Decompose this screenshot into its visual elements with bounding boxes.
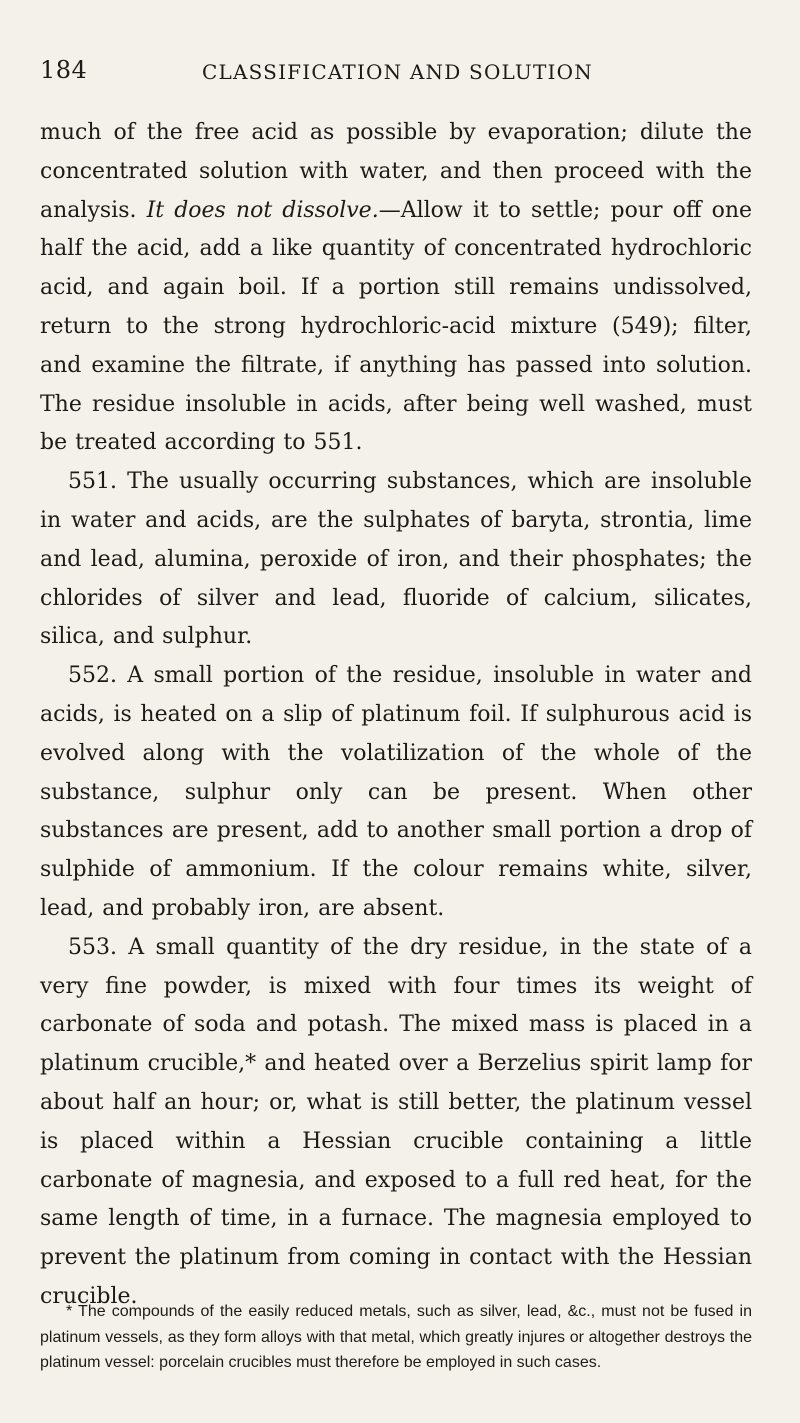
paragraph-text: —Allow it to settle; pour off one half the acid, add a like quantity of concentrated hydrochloric acid, and again boil. If a portion still remains undissolved, return to the strong hydrochloric-acid mixture (549); filter, and examine the filtrate, if anything has passed into solution. The residue insoluble in acids, after being well washed, must be treated according to 551. (40, 197, 753, 456)
footnote-text: * The compounds of the easily reduced metals, such as silver, lead, &c., must not be fused in platinum vessels, as they form alloys with that metal, which greatly injures or altogether destroys the platinum vessel: porcelain crucibles must therefore be employed in such cases. (40, 1303, 752, 1371)
italic-heading: It does not dissolve. (146, 197, 379, 223)
running-head: CLASSIFICATION AND SOLUTION (202, 60, 593, 84)
paragraph-553: 553. A small quantity of the dry residue, in the state of a very fine powder, is mixed with four times its weight of carbonate of soda and potash. The mixed mass is placed in a platinum crucible,* and heated over a Berzelius spirit lamp for about half an hour; or, what is still better, the platinum vessel is placed within a Hessian crucible containing a little carbonate of magnesia, and exposed to a full red heat, for the same length of time, in a furnace. The magnesia employed to prevent the platinum from coming in contact with the Hessian crucible. (40, 934, 752, 1309)
paragraph-551: 551. The usually occurring substances, which are insoluble in water and acids, are the sulphates of baryta, strontia, lime and lead, alumina, peroxide of iron, and their phosphates; the chlorides of silver and lead, fluoride of calcium, silicates, silica, and sulphur. (40, 469, 752, 650)
body-text (40, 114, 752, 1317)
page-header (40, 56, 760, 96)
paragraph-text: much of the free acid as possible by evaporation; dilute the concentrated solution with water, and then proceed with the analysis. (40, 120, 752, 223)
paragraph-552: 552. A small portion of the residue, insoluble in water and acids, is heated on a slip of platinum foil. If sulphurous acid is evolved along with the volatilization of the whole of the substance, sulphur only can be present. When other substances are present, add to another small portion a drop of sulphide of ammonium. If the colour remains white, silver, lead, and probably iron, are absent. (40, 663, 752, 921)
page-number: 184 (40, 56, 88, 84)
footnote (40, 1299, 752, 1376)
paragraph-continuation (40, 114, 752, 463)
